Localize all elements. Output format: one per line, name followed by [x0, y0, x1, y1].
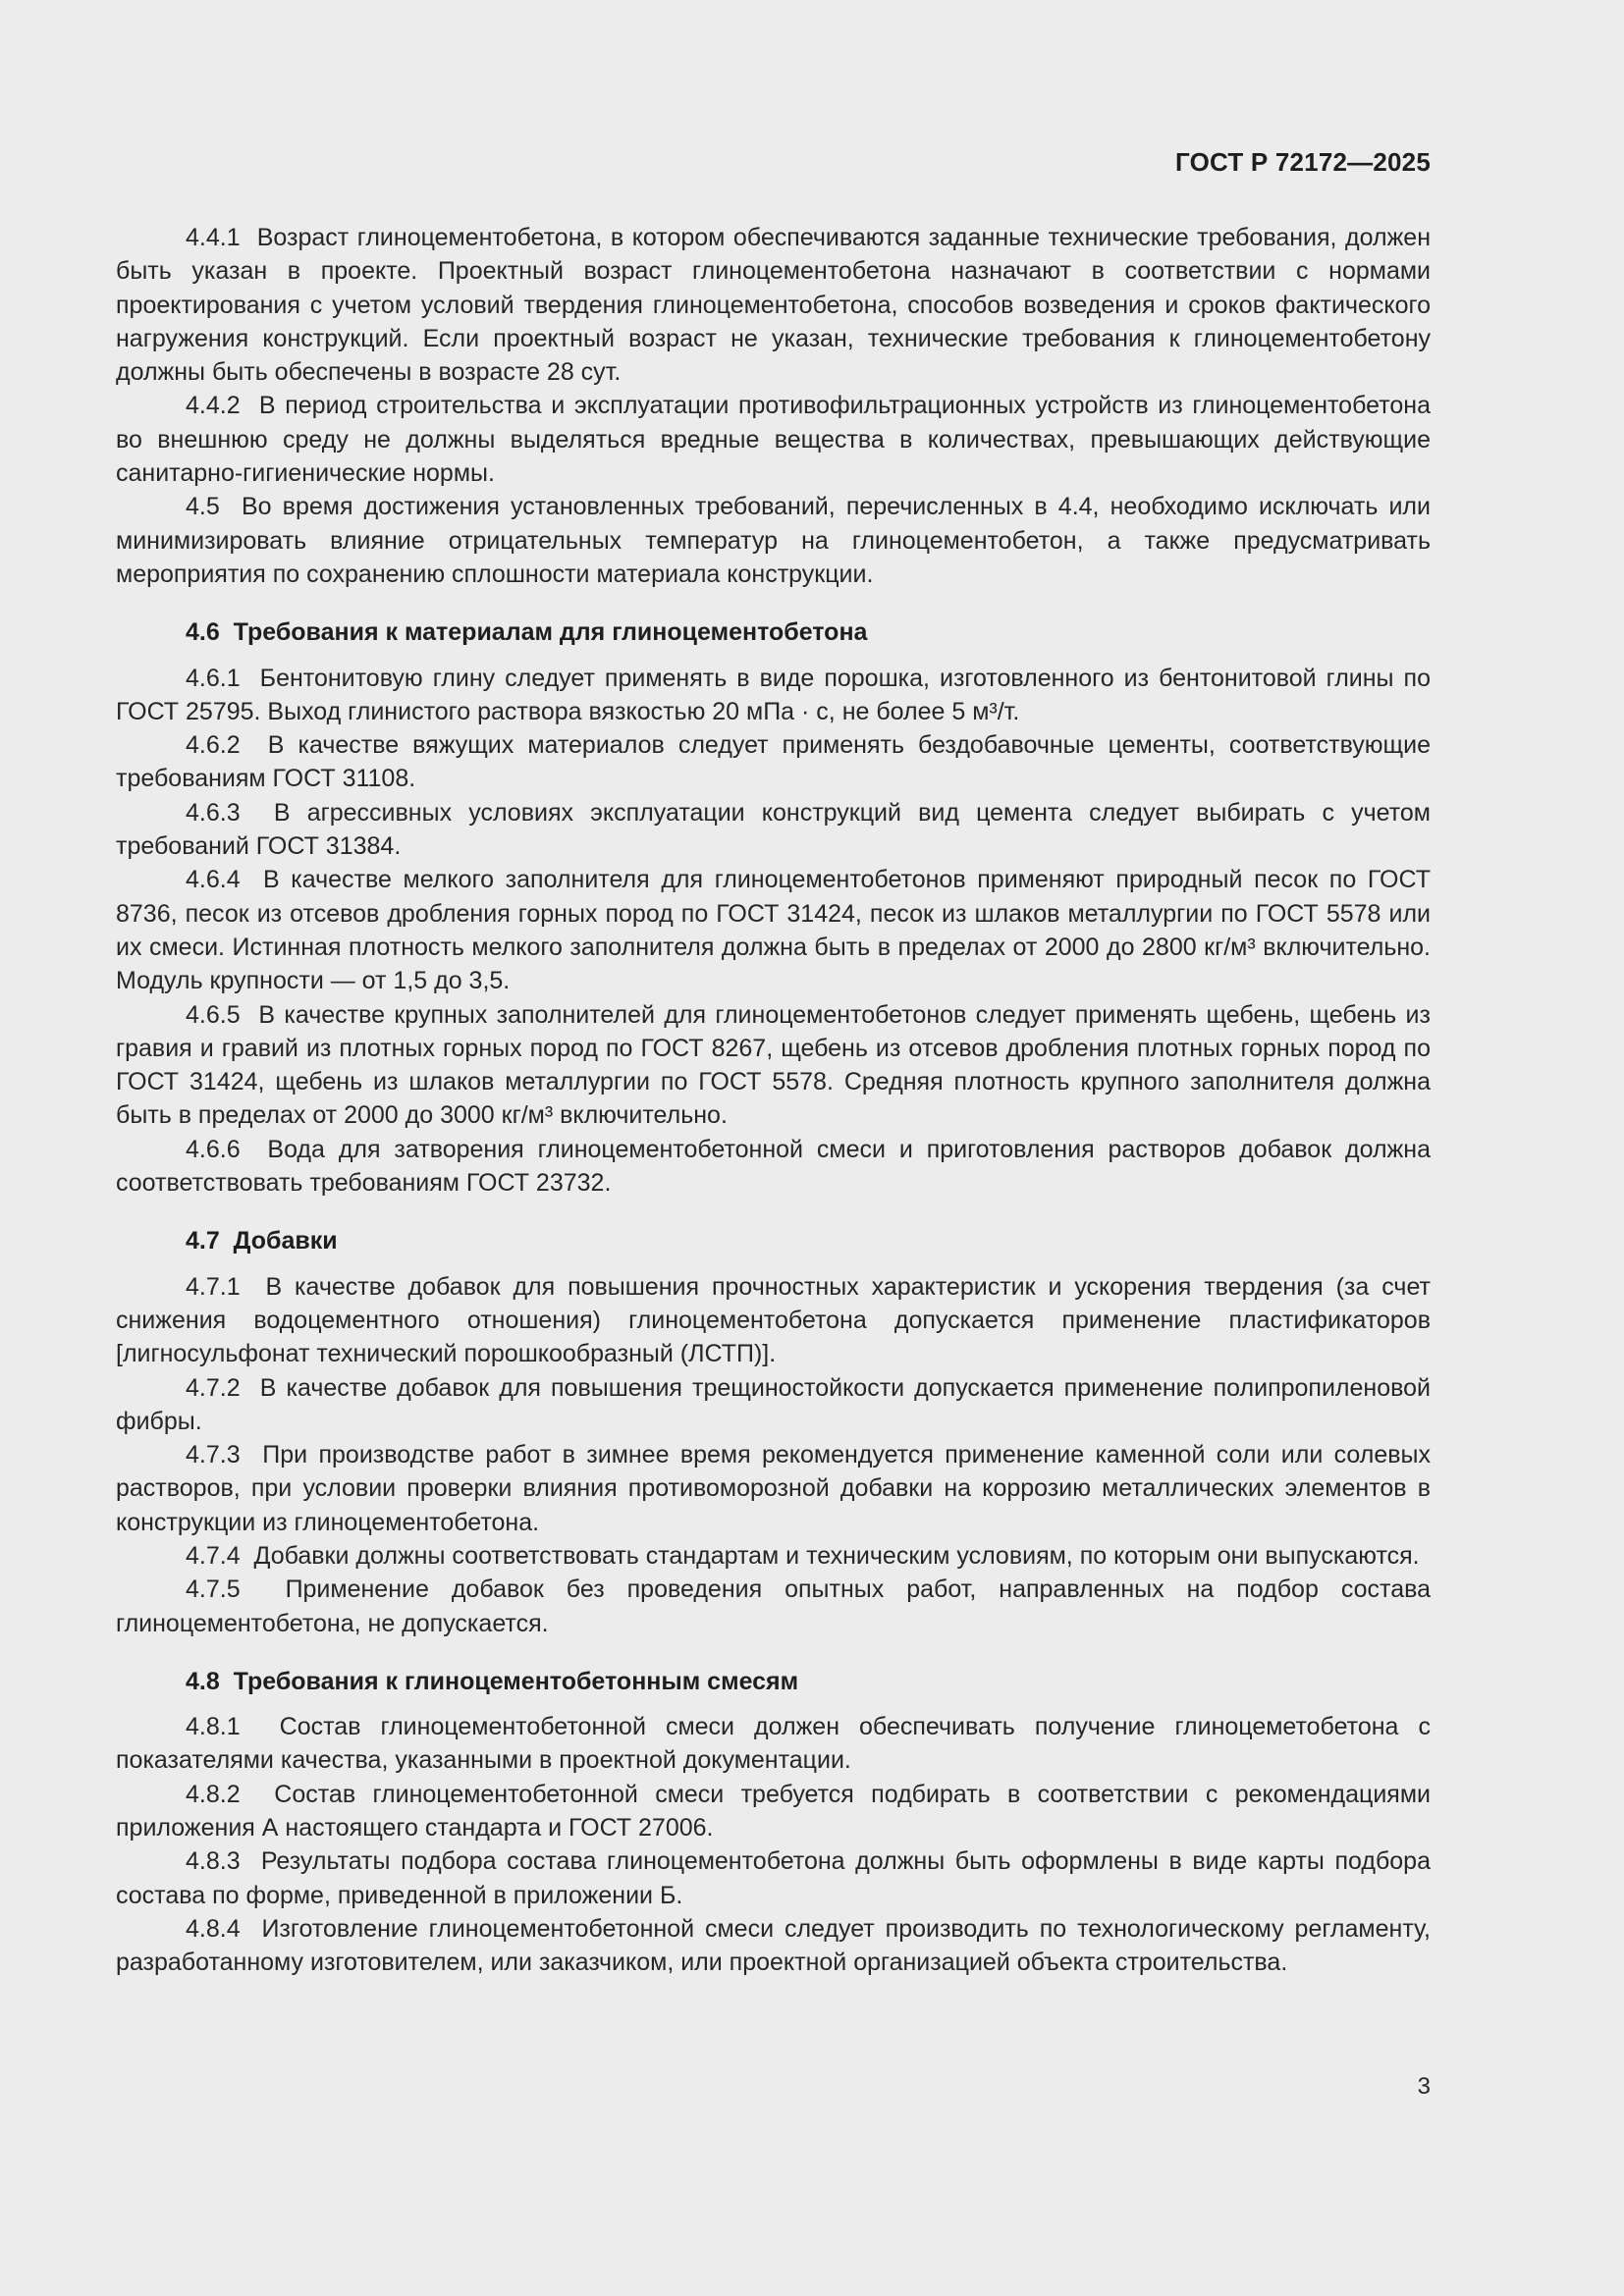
clause-text: Изготовление глиноцементобетонной смеси следует производить по технологическому регламенту, разработанному изготовителем, или заказчиком, или проектной организацией объекта строительства.: [116, 1914, 1431, 1977]
clause-paragraph: [116, 728, 1431, 796]
clause-number: 4.7.2: [186, 1373, 241, 1402]
clause-text: Состав глиноцементобетонной смеси должен обеспечивать получение глиноцеметобетона с показателями качества, указанными в проектной документации.: [116, 1713, 1431, 1775]
clause-number: 4.7.3: [186, 1441, 241, 1469]
section-heading: [116, 615, 1431, 649]
clause-number: 4.7: [186, 1227, 220, 1255]
clause-number: 4.7.5: [186, 1575, 241, 1604]
clause-number: 4.6.4: [186, 866, 241, 894]
clause-number: 4.6.2: [186, 731, 241, 760]
clause-text: Добавки должны соответствовать стандартам и техническим условиям, по которым они выпускаются.: [253, 1541, 1420, 1570]
clause-paragraph: [116, 796, 1431, 864]
clause-paragraph: [116, 1438, 1431, 1539]
clause-text: Требования к глиноцементобетонным смесям: [233, 1667, 799, 1695]
clause-number: 4.5: [186, 493, 220, 521]
clause-text: Во время достижения установленных требований, перечисленных в 4.4, необходимо исключать или минимизировать влияние отрицательных температур на глиноцементобетон, а также предусматривать мероприятия по сохранению сплошности материала конструкции.: [116, 493, 1431, 588]
clause-paragraph: [116, 1270, 1431, 1371]
document-page: [116, 0, 1431, 2296]
clause-text: Состав глиноцементобетонной смеси требуется подбирать в соответствии с рекомендациями приложения А настоящего стандарта и ГОСТ 27006.: [116, 1780, 1431, 1842]
clause-number: 4.6.6: [186, 1135, 241, 1163]
clause-paragraph: [116, 1573, 1431, 1640]
clause-number: 4.8: [186, 1667, 220, 1695]
clause-text: Требования к материалам для глиноцементобетона: [233, 618, 868, 647]
clause-paragraph: [116, 389, 1431, 490]
clause-text: В качестве добавок для повышения трещиностойкости допускается применение полипропиленовой фибры.: [116, 1373, 1431, 1435]
clause-number: 4.6.3: [186, 798, 241, 827]
clause-text: Результаты подбора состава глиноцементобетона должны быть оформлены в виде карты подбора состава по форме, приведенной в приложении Б.: [116, 1847, 1431, 1909]
clause-text: В качестве мелкого заполнителя для глиноцементобетонов применяют природный песок по ГОСТ 8736, песок из отсевов дробления горных пород по ГОСТ 31424, песок из шлаков металлургии по ГОСТ 5578 или их смеси. Истинная плотность мелкого заполнителя должна быть в пределах от 2000 до 2800 кг/м³ включительно. Модуль крупности — от 1,5 до 3,5.: [116, 866, 1431, 995]
clause-number: 4.6.1: [186, 664, 241, 692]
clause-paragraph: [116, 490, 1431, 591]
clause-number: 4.8.2: [186, 1780, 241, 1808]
clause-text: Добавки: [233, 1227, 338, 1255]
page-number: 3: [1417, 2073, 1431, 2100]
clause-text: Бентонитовую глину следует применять в виде порошка, изготовленного из бентонитовой глины по ГОСТ 25795. Выход глинистого раствора вязкостью 20 мПа · с, не более 5 м³/т.: [116, 664, 1431, 725]
clause-text: В качестве вяжущих материалов следует применять бездобавочные цементы, соответствующие требованиям ГОСТ 31108.: [116, 731, 1431, 793]
clause-text: В качестве крупных заполнителей для глиноцементобетонов следует применять щебень, щебень из гравия и гравий из плотных горных пород по ГОСТ 8267, щебень из отсевов дробления плотных горных пород по ГОСТ 31424, щебень из шлаков металлургии по ГОСТ 5578. Средняя плотность крупного заполнителя должна быть в пределах от 2000 до 3000 кг/м³ включительно.: [116, 1000, 1431, 1130]
clause-number: 4.6: [186, 618, 220, 647]
clause-number: 4.4.1: [186, 224, 241, 251]
clause-number: 4.8.3: [186, 1847, 241, 1876]
clause-number: 4.8.4: [186, 1914, 241, 1943]
clause-paragraph: [116, 1371, 1431, 1439]
clause-paragraph: [116, 1778, 1431, 1845]
clause-paragraph: [116, 221, 1431, 389]
clause-paragraph: [116, 863, 1431, 997]
clause-paragraph: [116, 1710, 1431, 1778]
clause-text: В качестве добавок для повышения прочностных характеристик и ускорения твердения (за счет снижения водоцементного отношения) глиноцементобетона допускается применение пластификаторов [лигносульфонат технический порошкообразный (ЛСТП)].: [116, 1272, 1431, 1368]
clause-number: 4.7.1: [186, 1272, 241, 1301]
clause-paragraph: [116, 998, 1431, 1133]
clause-number: 4.6.5: [186, 1000, 241, 1029]
clause-paragraph: [116, 1912, 1431, 1980]
clause-text: При производстве работ в зимнее время рекомендуется применение каменной соли или солевых растворов, при условии проверки влияния противоморозной добавки на коррозию металлических элементов в конструкции из глиноцементобетона.: [116, 1441, 1431, 1536]
document-body: [116, 221, 1431, 1980]
clause-paragraph: [116, 662, 1431, 729]
clause-text: Применение добавок без проведения опытных работ, направленных на подбор состава глиноцементобетона, не допускается.: [116, 1575, 1431, 1637]
clause-text: В период строительства и эксплуатации противофильтрационных устройств из глиноцементобетона во внешнюю среду не должны выделяться вредные вещества в количествах, превышающих действующие санитарно-гигиенические нормы.: [116, 392, 1431, 488]
clause-paragraph: [116, 1844, 1431, 1912]
document-code: ГОСТ Р 72172—2025: [1175, 147, 1431, 177]
clause-text: Вода для затворения глиноцементобетонной смеси и приготовления растворов добавок должна соответствовать требованиям ГОСТ 23732.: [116, 1135, 1431, 1198]
clause-text: Возраст глиноцементобетона, в котором обеспечиваются заданные технические требования, должен быть указан в проекте. Проектный возраст глиноцементобетона назначают в соответствии с нормами проектирования с учетом условий твердения глиноцементобетона, способов возведения и сроков фактического нагружения конструкций. Если проектный возраст не указан, технические требования к глиноцементобетону должны быть обеспечены в возрасте 28 сут.: [116, 224, 1431, 387]
clause-paragraph: [116, 1539, 1431, 1573]
clause-paragraph: [116, 1133, 1431, 1201]
clause-number: 4.8.1: [186, 1713, 241, 1741]
clause-number: 4.4.2: [186, 392, 241, 420]
clause-number: 4.7.4: [186, 1541, 241, 1570]
section-heading: [116, 1665, 1431, 1698]
clause-text: В агрессивных условиях эксплуатации конструкций вид цемента следует выбирать с учетом требований ГОСТ 31384.: [116, 798, 1431, 861]
section-heading: [116, 1224, 1431, 1257]
